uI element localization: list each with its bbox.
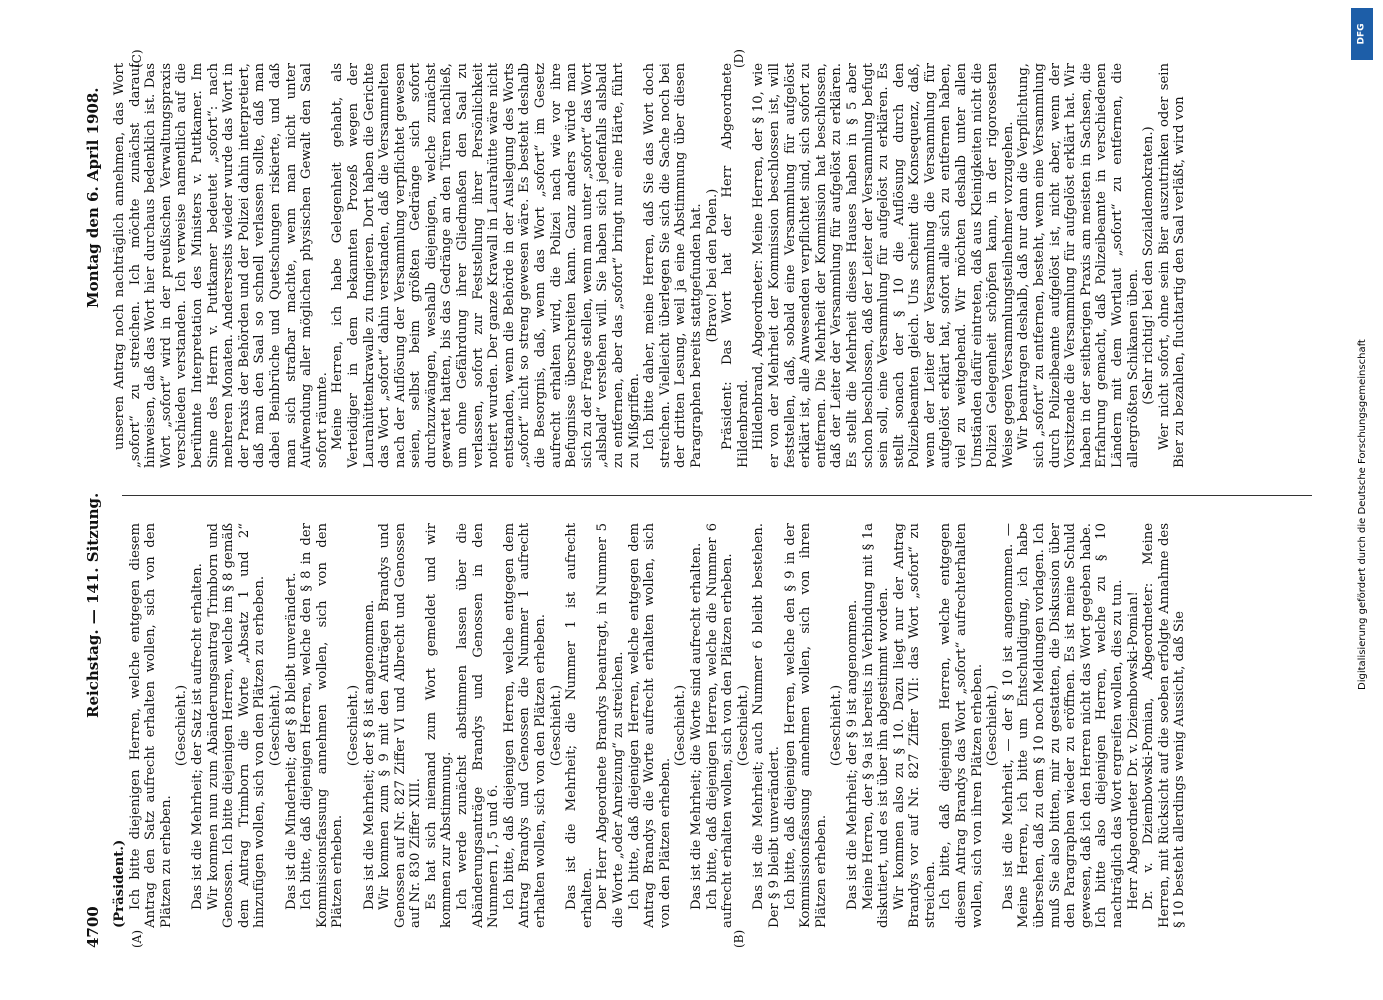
paragraph: Ich bitte, daß diejenigen Herren, welche entgegen dem Antrag Brandys die Worte aufrecht erhalten wollen, sich von den Plätzen erheben. (626, 523, 673, 928)
paragraph: unseren Antrag noch nachträglich annehmen, das Wort „sofort“ zu streichen. Ich möchte zunächst darauf hinweisen, daß das Wort hier durchaus bedenklich ist. Das Wort „sofort“ wird in der preußischen Verwaltungspraxis verschieden verstanden. Ich verweise namentlich auf die berühmte Interpretation des Ministers v. Puttkamer. Im Sinne des Herrn v. Puttkamer bedeutet „sofort“: nach mehreren Monaten. Andererseits wieder wurde das Wort in der Praxis der Behörden und der Polizei dahin interpretiert, daß man den Saal so schnell verlassen sollte, daß man dabei Beinbrüche und Quetschungen riskierte, und daß man sich strafbar machte, wenn man nicht unter Aufwendung aller möglichen physischen Gewalt den Saal sofort räumte. (112, 63, 330, 468)
stage-direction: (Geschieht.) (673, 684, 689, 767)
paragraph: Das ist die Mehrheit, — der § 10 ist angenommen. — Meine Herren, ich bitte um Entschuldigung, ich habe übersehen, daß zu dem § 10 noch Meldungen vorlagen. Ich muß Sie also bitten, mir zu gestatten, die Diskussion über den Paragraphen wieder zu eröffnen. Es ist meine Schuld gewesen, daß ich den Herren nicht das Wort gegeben habe. Ich bitte also diejenigen Herren, welche zu § 10 nachträglich das Wort ergreifen wollen, dies zu tun. (1000, 523, 1125, 928)
column-divider (122, 495, 1312, 496)
session-date: Montag den 6. April 1908. (84, 87, 102, 308)
paragraph: Ich bitte, daß diejenigen Herren, welche die Nummer 6 aufrecht erhalten wollen, sich von den Plätzen erheben. (704, 523, 736, 928)
margin-mark-a: (A) (130, 929, 144, 948)
paragraph: Ich werde zunächst abstimmen lassen über die Abänderungsanträge Brandys und Genossen in den Nummern 1, 5 und 6. (455, 523, 502, 928)
paragraph: Das ist die Mehrheit; der Satz ist aufrecht erhalten. (189, 563, 205, 910)
paragraph: Dr. v. Dziembowski-Pomian, Abgeordneter: Meine Herren, mit Rücksicht auf die soeben erfolgte Annahme des § 10 besteht allerdings wenig Aussicht, daß Sie (1141, 523, 1188, 928)
dfg-logo: DFG (1351, 8, 1373, 60)
stage-direction: (Geschieht.) (548, 684, 564, 767)
paragraph: Ich bitte, daß diejenigen Herren, welche den § 9 in der Kommissionsfassung annehmen wollen, sich von ihren Plätzen erheben. (782, 523, 829, 928)
stage-direction: (Bravo! bei den Polen.) (704, 188, 720, 343)
paragraph: Wir beantragen deshalb, daß nur dann die Verpflichtung, sich „sofort“ zu entfernen, besteht, wenn eine Versammlung durch Polizeibeamte aufgelöst ist, nicht aber, wenn der Vorsitzende die Versammlung für aufgelöst erklärt hat. Wir haben in der seitherigen Praxis am meisten in Sachsen, die Erfahrung gemacht, daß Polizeibeamte in verschiedenen Ländern mit dem Wortlaut „sofort“ zu entfernen, die allergrößten Schikanen üben. (1016, 63, 1141, 468)
text-columns (112, 43, 1322, 948)
stage-direction: (Geschieht.) (174, 684, 190, 767)
page-header (82, 43, 108, 948)
digitization-credit: Digitalisierung gefördert durch die Deutsche Forschungsgemeinschaft (1357, 339, 1368, 690)
paragraph: Ich bitte, daß diejenigen Herren, welche den § 8 in der Kommissionsfassung annehmen wollen, sich von den Plätzen erheben. (299, 523, 346, 928)
paragraph: Das ist die Mehrheit; die Worte sind aufrecht erhalten. (688, 542, 704, 910)
paragraph: Der Herr Abgeordnete Brandys beantragt, in Nummer 5 die Worte „oder Anreizung“ zu streichen. (595, 523, 626, 928)
paragraph: Wir kommen nun zum Abänderungsantrag Trimborn und Genossen. Ich bitte diejenigen Herren, welche im § 8 gemäß dem Antrag Trimborn die Worte „Absatz 1 und 2“ hinzufügen wollen, sich von den Plätzen zu erheben. (205, 523, 268, 928)
speaker-label: (Präsident.) (112, 839, 127, 928)
paragraph: Das ist die Mehrheit; der § 9 ist angenommen. (844, 599, 860, 910)
paragraph: Wir kommen also zu § 10. Dazu liegt nur der Antrag Brandys vor auf Nr. 827 Ziffer VII: das Wort „sofort“ zu streichen. (891, 523, 938, 928)
paragraph: Ich bitte, daß diejenigen Herren, welche entgegen diesem Antrag Brandys das Wort „sofort“ aufrechterhalten wollen, sich von ihren Plätzen erheben. (938, 523, 985, 928)
left-column (112, 523, 1322, 928)
right-column (112, 63, 1322, 468)
paragraph: Meine Herren, der § 9a ist bereits in Verbindung mit § 1a diskutiert, und es ist über ihn abgestimmt worden. (860, 523, 892, 928)
paragraph: Das ist die Mehrheit; auch Nummer 6 bleibt bestehen. Der § 9 bleibt unverändert. (751, 523, 782, 928)
rotated-page (82, 43, 1332, 948)
stage-direction: (Geschieht.) (267, 684, 283, 767)
stage-direction: (Geschieht.) (345, 684, 361, 767)
paragraph: Ich bitte, daß diejenigen Herren, welche entgegen dem Antrag Brandys und Genossen die Nummer 1 aufrecht erhalten wollen, sich von den Plätzen erheben. (501, 523, 549, 928)
paragraph: Präsident: Das Wort hat der Herr Abgeordnete Hildenbrand. (720, 63, 751, 468)
paragraph: Das ist die Mehrheit; der § 8 ist angenommen. (361, 599, 377, 910)
stage-direction: (Geschieht.) (985, 684, 1001, 767)
margin-mark-b: (B) (732, 929, 746, 948)
stage-direction: (Geschieht.) (829, 684, 845, 767)
page-number: 4700 (84, 906, 102, 948)
paragraph: Wir kommen zum § 9 mit den Anträgen Brandys und Genossen auf Nr. 827 Ziffer VI und Albrecht und Genossen auf Nr. 830 Ziffer XIII. (377, 523, 424, 928)
paragraph: Das ist die Minderheit; der § 8 bleibt unverändert. (283, 572, 299, 910)
paragraph: Herr Abgeordneter Dr. v. Dziembowski-Pomian! (1125, 591, 1141, 910)
paragraph: Es hat sich niemand zum Wort gemeldet und wir kommen zur Abstimmung. (423, 523, 455, 928)
paragraph: Ich bitte diejenigen Herren, welche entgegen diesem Antrag den Satz aufrecht erhalten wollen, sich von den Plätzen zu erheben. (127, 523, 174, 928)
stage-direction: (Geschieht.) (735, 684, 751, 767)
paragraph: Ich bitte daher, meine Herren, daß Sie das Wort doch streichen. Vielleicht überlegen Sie sich die Sache noch bei der dritten Lesung, weil ja eine Abstimmung über diesen Paragraphen bereits stattgefunden hat. (642, 63, 704, 468)
paragraph: Das ist die Mehrheit; die Nummer 1 ist aufrecht erhalten. (564, 523, 595, 928)
paragraph: Hildenbrand, Abgeordneter: Meine Herren, der § 10, wie er von der Mehrheit der Kommission beschlossen ist, will feststellen, daß, sobald eine Versammlung für aufgelöst erklärt ist, alle Anwesenden verpflichtet sind, sich sofort zu entfernen. Die Mehrheit der Kommission hat beschlossen, daß der Leiter der Versammlung für aufgelöst zu erklären. Es stellt die Mehrheit dieses Hauses haben in § 5 aber schon beschlossen, daß der Leiter der Versammlung befugt sein soll, eine Versammlung für aufgelöst zu erklären. Es stellt sonach der § 10 die Auflösung durch den Polizeibeamten gleich. Uns scheint die Konsequenz, daß, wenn der Leiter der Versammlung die Versammlung für aufgelöst erklärt hat, sofort alle sich zu entfernen haben, viel zu weitgehend. Wir möchten deshalb unter allen Umständen dafür eintreten, daß aus Kleinigkeiten nicht die Polizei Gelegenheit schöpfen kann, in der rigorosesten Weise gegen Versammlungsteilnehmer vorzugehen. (751, 63, 1016, 468)
session-title: Reichstag. — 141. Sitzung. (84, 492, 102, 718)
paragraph: Meine Herren, ich habe Gelegenheit gehabt, als Verteidiger in dem bekannten Prozeß wegen der Laurahüttenkrawalle zu fungieren. Dort haben die Gerichte das Wort „sofort“ dahin verstanden, daß die Versammelten nach der Auflösung der Versammlung verpflichtet gewesen seien, selbst beim größten Gedränge sich sofort durchzuzwängen, weshalb diejenigen, welche zunächst gewartet hatten, bis das Gedränge an den Türen nachließ, um ohne Gefährdung ihrer Gliedmaßen den Saal zu verlassen, sofort zur Feststellung ihrer Persönlichkeit notiert wurden. Der ganze Krawall in Laurahütte wäre nicht entstanden, wenn die Behörde in der Auslegung des Worts „sofort“ nicht so streng gewesen wäre. Es besteht deshalb die Besorgnis, daß, wenn das Wort „sofort“ im Gesetz aufrecht erhalten wird, die Polizei nach wie vor ihre Befugnisse überschreiten kann. Ganz anders würde man sich zu der Frage stellen, wenn man unter „sofort“ das Wort „alsbald“ verstehen will. Sie haben sich jedenfalls alsbald zu entfernen, aber das „sofort“ bringt nur eine Härte, führt zu Mißgriffen. (330, 63, 642, 468)
margin-mark-c: (C) (130, 49, 144, 68)
margin-mark-d: (D) (732, 49, 746, 68)
paragraph: Wer nicht sofort, ohne sein Bier auszutrinken oder sein Bier zu bezahlen, fluchtartig den Saal verläßt, wird von (1156, 63, 1188, 468)
stage-direction: (Sehr richtig! bei den Sozialdemokraten.) (1141, 126, 1157, 405)
